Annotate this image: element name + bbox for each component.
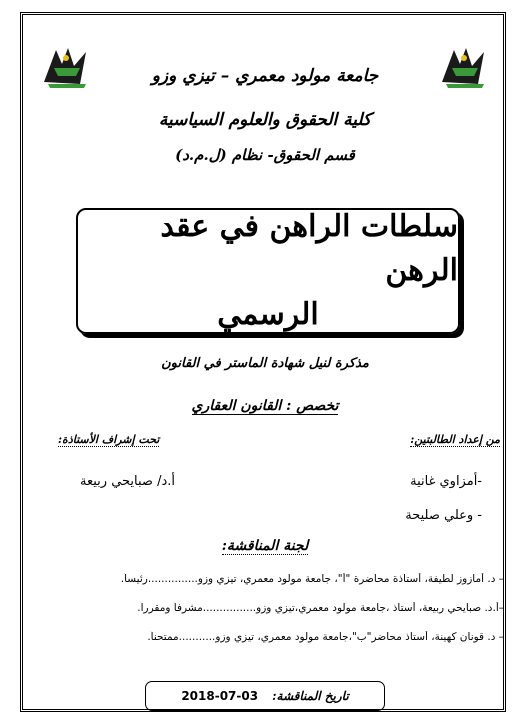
faculty-name: كلية الحقوق والعلوم السياسية <box>158 110 372 130</box>
supervisor-name: أ.د/ صبايحي ربيعة <box>80 474 176 489</box>
defense-date-box <box>145 681 385 711</box>
thesis-subtitle: مذكرة لنيل شهادة الماستر في القانون <box>161 356 369 371</box>
specialization-wrap <box>0 398 530 415</box>
defense-date-label: تاريخ المناقشة: <box>272 689 349 703</box>
student-name: -أمزاوي غانية <box>410 474 482 489</box>
specialization: تخصص : القانون العقاري <box>191 398 339 414</box>
thesis-title-box <box>76 208 460 334</box>
jury-member: –أ.د. صبايحي ربيعة، أستاذ ،جامعة مولود معمري،تيزي وزو................مشرفاً ومقرراً. <box>137 602 504 614</box>
jury-title-wrap <box>0 538 530 554</box>
jury-title: لجنة المناقشة: <box>221 538 309 554</box>
department-name: قسم الحقوق- نظام (ل.م.د) <box>175 146 355 164</box>
jury-member: – د. قونان كهينة، أستاذ محاضر"ب"،جامعة مولود معمري، تيزي وزو...........ممتحناً. <box>147 631 504 643</box>
student-name: - وعلي صليحة <box>405 508 482 523</box>
thesis-title-line2: الرسمي <box>217 297 319 332</box>
students-label: من إعداد الطالبتين: <box>410 433 500 446</box>
thesis-title-line1: سلطات الراهن في عقد الرهن <box>160 209 458 288</box>
jury-member: – د. أمازوز لطيفة، أستاذة محاضرة "أ"، جامعة مولود معمري، تيزي وزو...............رئيساً. <box>120 573 504 585</box>
supervisor-label: تحت إشراف الأستاذة: <box>58 433 160 446</box>
university-name: جامعة مولود معمري – تيزي وزو <box>151 66 379 86</box>
defense-date-value: 2018-07-03 <box>181 689 259 703</box>
